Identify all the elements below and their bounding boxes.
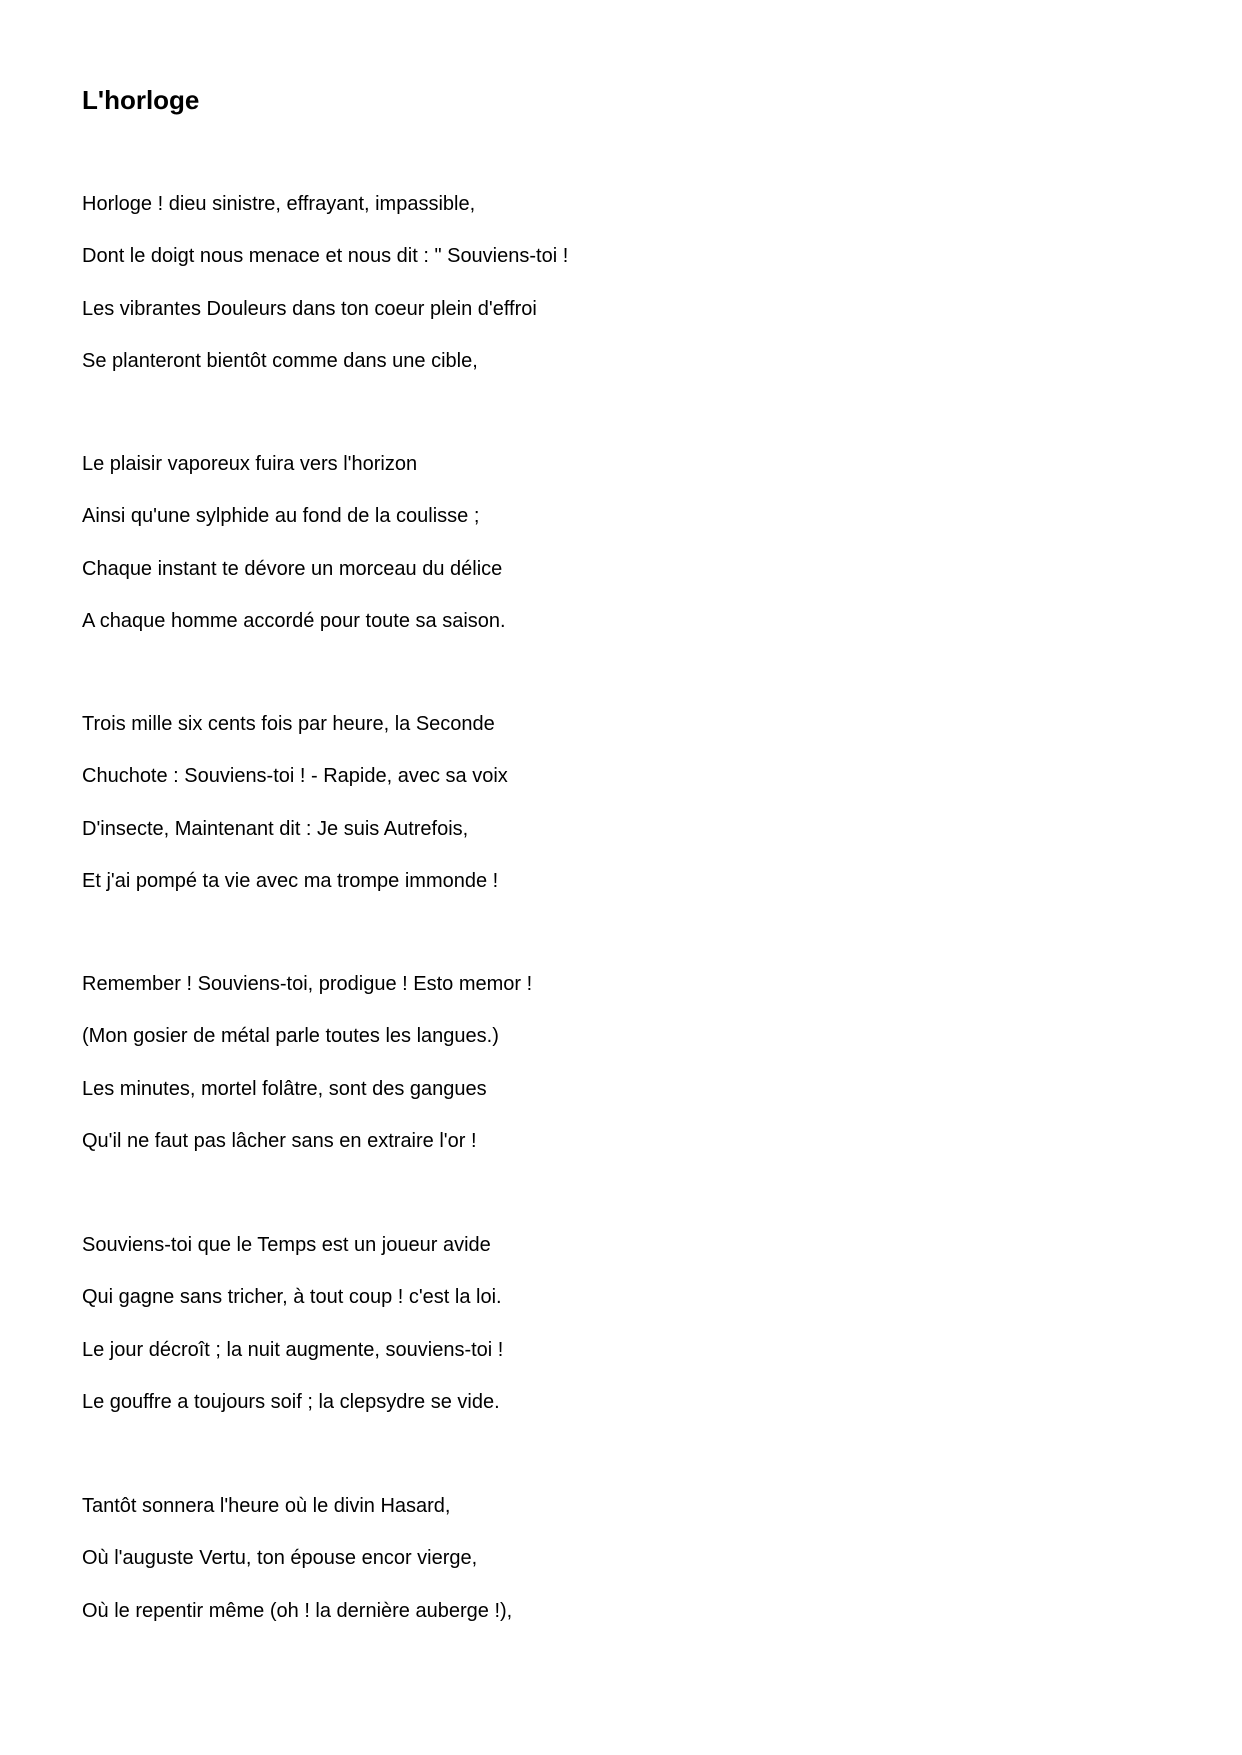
poem-line: Souviens-toi que le Temps est un joueur avide	[82, 1234, 491, 1256]
poem-line: Et j'ai pompé ta vie avec ma trompe immonde !	[82, 870, 499, 892]
poem-line: Tantôt sonnera l'heure où le divin Hasard,	[82, 1495, 451, 1517]
poem-line: D'insecte, Maintenant dit : Je suis Autrefois,	[82, 818, 469, 840]
poem-line: A chaque homme accordé pour toute sa saison.	[82, 610, 506, 632]
poem-line: Dont le doigt nous menace et nous dit : " Souviens-toi !	[82, 245, 569, 267]
poem-title: L'horloge	[82, 85, 200, 115]
poem-line: Où l'auguste Vertu, ton épouse encor vierge,	[82, 1547, 478, 1569]
poem-line: Le gouffre a toujours soif ; la clepsydre se vide.	[82, 1391, 500, 1413]
poem-line: Où le repentir même (oh ! la dernière auberge !),	[82, 1600, 513, 1622]
poem-line: Remember ! Souviens-toi, prodigue ! Esto memor !	[82, 973, 533, 995]
poem-line: Ainsi qu'une sylphide au fond de la coulisse ;	[82, 505, 480, 527]
poem-body	[82, 0, 1182, 1755]
poem-line: Qu'il ne faut pas lâcher sans en extraire l'or !	[82, 1130, 477, 1152]
poem-line: Chuchote : Souviens-toi ! - Rapide, avec sa voix	[82, 765, 508, 787]
poem-line: Horloge ! dieu sinistre, effrayant, impassible,	[82, 193, 476, 215]
poem-line: Chaque instant te dévore un morceau du délice	[82, 558, 503, 580]
poem-line: Qui gagne sans tricher, à tout coup ! c'est la loi.	[82, 1286, 502, 1308]
poem-line: Le jour décroît ; la nuit augmente, souviens-toi !	[82, 1339, 504, 1361]
poem-line: (Mon gosier de métal parle toutes les langues.)	[82, 1025, 499, 1047]
poem-line: Le plaisir vaporeux fuira vers l'horizon	[82, 453, 418, 475]
poem-line: Les vibrantes Douleurs dans ton coeur plein d'effroi	[82, 298, 537, 320]
poem-line: Trois mille six cents fois par heure, la Seconde	[82, 713, 495, 735]
poem-line: Les minutes, mortel folâtre, sont des gangues	[82, 1078, 487, 1100]
poem-line: Se planteront bientôt comme dans une cible,	[82, 350, 478, 372]
